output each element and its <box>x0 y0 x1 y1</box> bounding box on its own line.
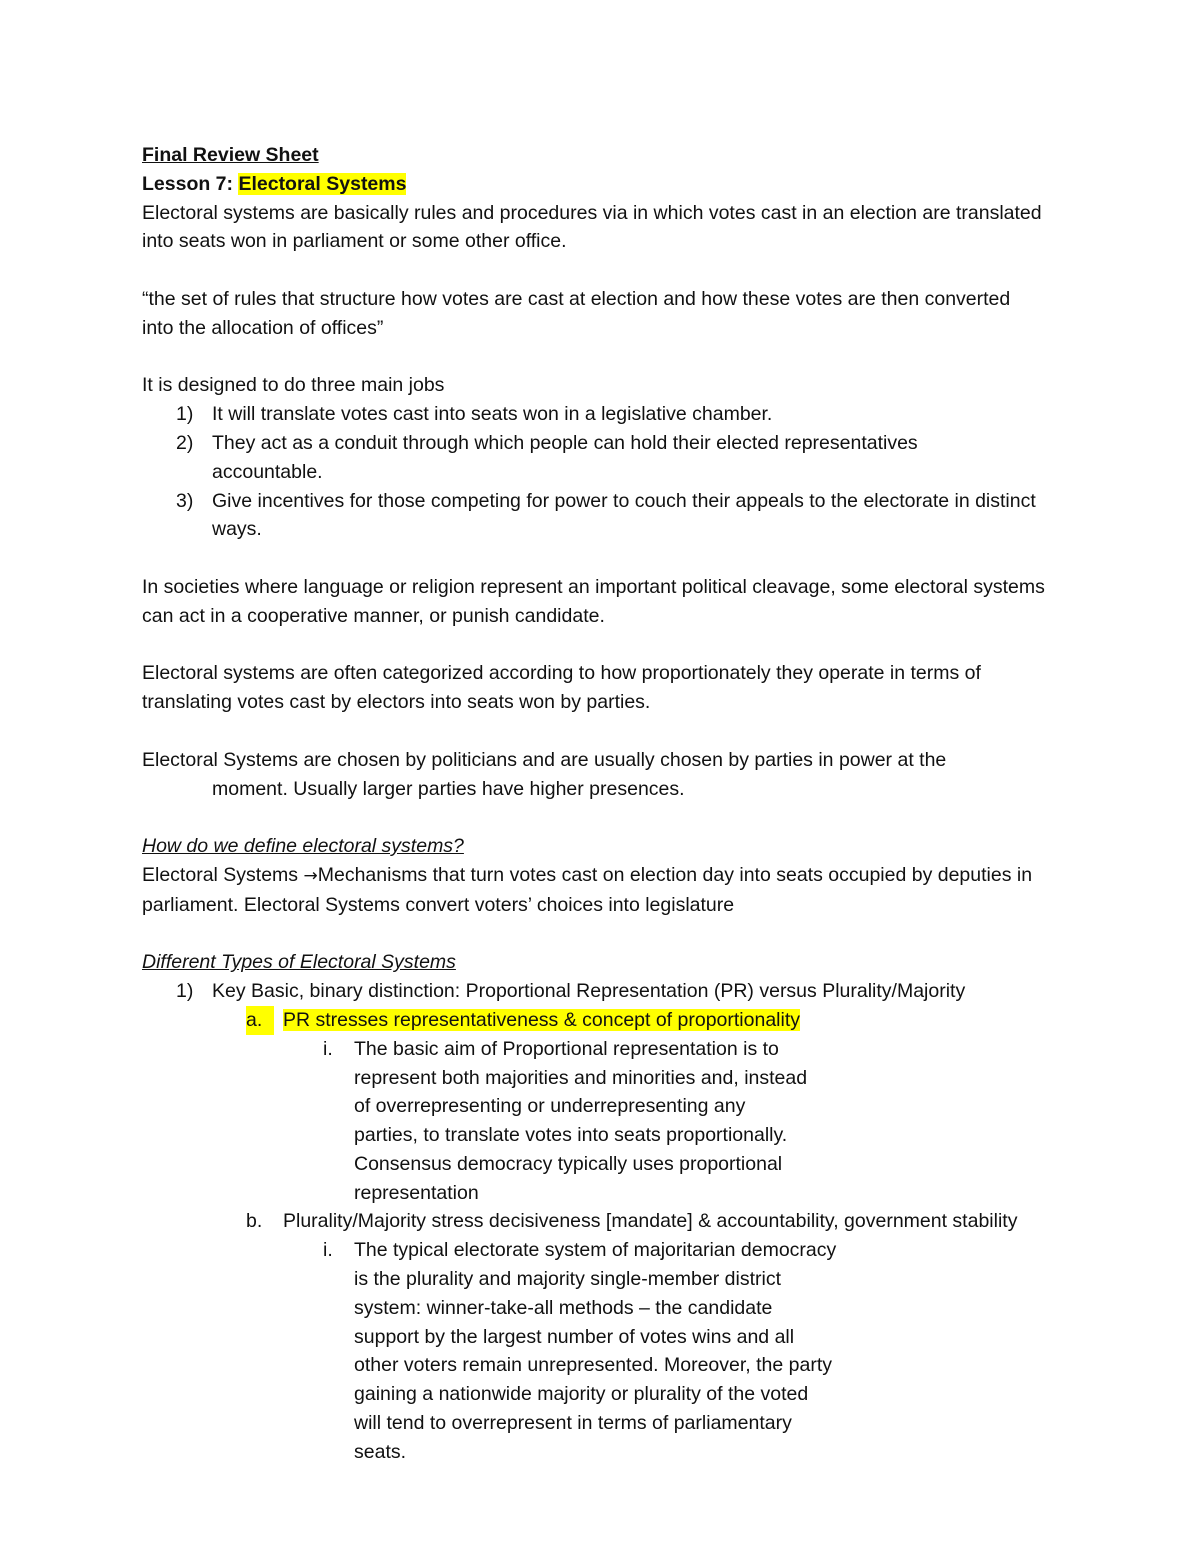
sub-item-b <box>142 1207 1035 1236</box>
define-heading: How do we define electoral systems? <box>142 835 464 858</box>
types-heading: Different Types of Electoral Systems <box>142 951 456 974</box>
sub-item-a-i <box>142 1035 809 1208</box>
jobs-heading: It is designed to do three main jobs <box>142 374 445 397</box>
list-item-text: The basic aim of Proportional representation is to represent both majorities and minorities and, instead of overrepresenting or underrepresenting any parties, to translate votes into seats proportionally. Consensus democracy typically uses proportional representation <box>354 1037 808 1204</box>
list-item-text: Key Basic, binary distinction: Proportional Representation (PR) versus Plurality/Majority <box>212 980 966 1003</box>
jobs-list-item <box>142 429 972 487</box>
jobs-list-item <box>142 400 1072 429</box>
types-list-item <box>142 977 1072 1006</box>
define-paragraph <box>142 861 1042 920</box>
list-marker: 1) <box>176 980 194 1003</box>
list-marker: 1) <box>176 403 194 426</box>
list-marker: i. <box>323 1037 333 1060</box>
jobs-list-item <box>142 487 1072 545</box>
list-item-text: The typical electorate system of majoritarian democracy is the plurality and majority single-member district system: winner-take-all methods – the candidate support by the largest number of votes wins and all other voters remain unrepresented. Moreover, the party gaining a nationwide majority or plurality of the voted will tend to overrepresent in terms of parliamentary seats. <box>354 1239 837 1463</box>
chosen-paragraph-line1: Electoral Systems are chosen by politicians and are usually chosen by parties in power at the <box>142 748 947 771</box>
list-item-text: Give incentives for those competing for power to couch their appeals to the electorate in distinct ways. <box>212 489 1036 541</box>
chosen-paragraph-line2: moment. Usually larger parties have higher presences. <box>212 777 685 800</box>
list-marker: a. <box>246 1006 274 1035</box>
lesson-heading <box>142 170 1072 199</box>
categorized-paragraph: Electoral systems are often categorized according to how proportionately they operate in terms of translating votes cast by electors into seats won by parties. <box>142 662 981 714</box>
lesson-label: Lesson 7: <box>142 172 234 195</box>
sub-item-a-highlight: PR stresses representativeness & concept of proportionality <box>283 1008 801 1031</box>
jobs-list <box>142 400 1072 544</box>
list-marker: b. <box>246 1210 263 1233</box>
list-item-text: It will translate votes cast into seats won in a legislative chamber. <box>212 403 773 426</box>
list-marker: 3) <box>176 489 194 512</box>
cleavage-paragraph: In societies where language or religion represent an important political cleavage, some electoral systems can act in a cooperative manner, or punish candidate. <box>142 575 1045 627</box>
document-page <box>142 141 1072 1467</box>
list-item-text: They act as a conduit through which people can hold their elected representatives accountable. <box>212 431 918 483</box>
definition-quote: “the set of rules that structure how votes are cast at election and how these votes are then converted into the allocation of offices” <box>142 287 1011 339</box>
define-text: Mechanisms that turn votes cast on election day into seats occupied by deputies in parliament. Electoral Systems convert voters’ choices into legislature <box>142 863 1033 916</box>
list-marker: 2) <box>176 431 194 454</box>
define-term: Electoral Systems <box>142 863 299 886</box>
intro-paragraph: Electoral systems are basically rules and procedures via in which votes cast in an election are translated into seats won in parliament or some other office. <box>142 201 1042 253</box>
lesson-topic-highlight: Electoral Systems <box>238 172 407 195</box>
list-item-text: Plurality/Majority stress decisiveness [mandate] & accountability, government stability <box>283 1210 1018 1233</box>
right-arrow-icon: → <box>303 865 318 886</box>
document-title: Final Review Sheet <box>142 144 319 166</box>
sub-item-a <box>142 1006 1072 1035</box>
list-marker: i. <box>323 1239 333 1262</box>
sub-item-b-i <box>142 1236 839 1466</box>
